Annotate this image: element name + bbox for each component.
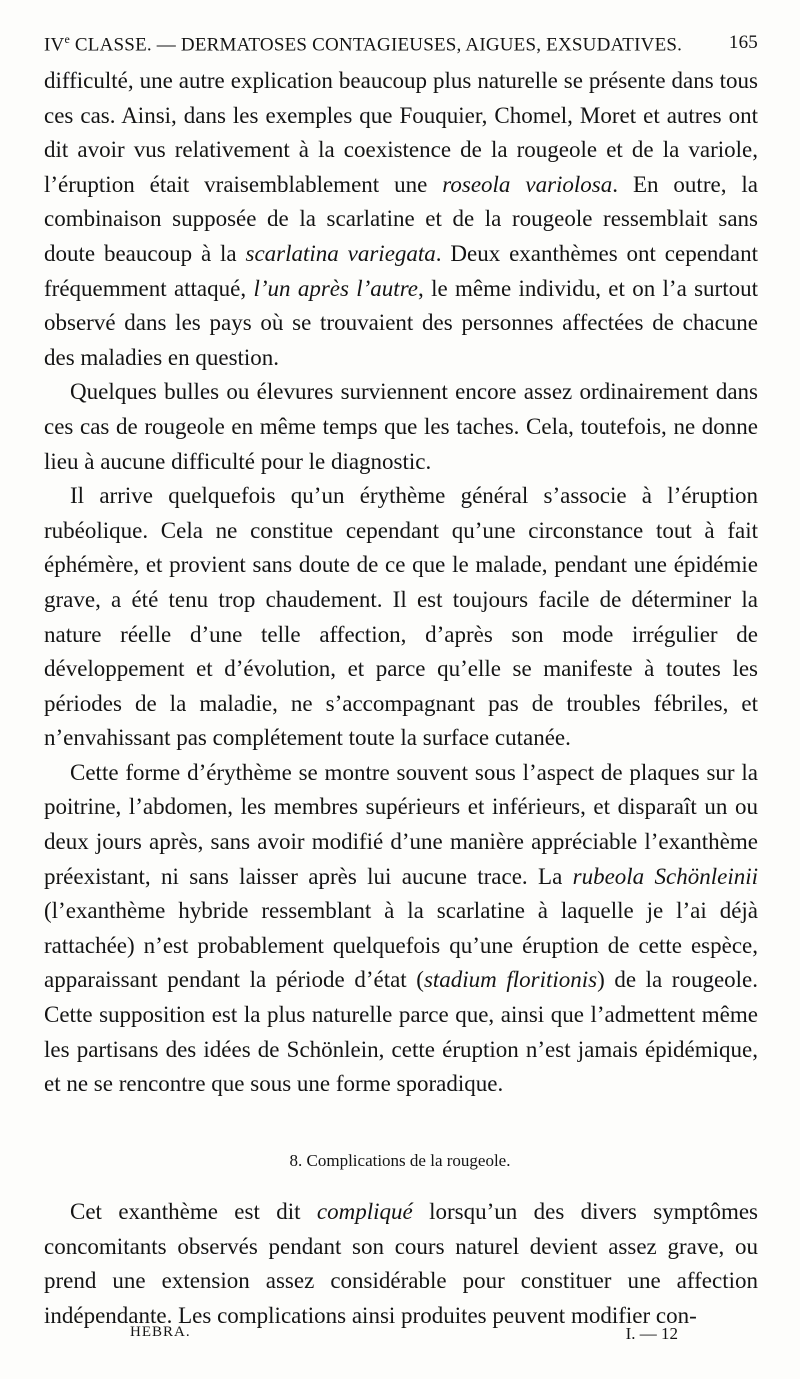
paragraph: Quelques bulles ou élevures surviennent encore assez ordinairement dans ces cas de rougeole en même temps que les taches. Cela, toutefois, ne donne lieu à aucune difficulté pour le diagnostic.	[44, 379, 758, 474]
running-title-prefix: IV	[44, 34, 65, 56]
section-heading: 8. Complications de la rougeole.	[289, 1151, 511, 1170]
body-text-after-heading	[44, 1195, 758, 1333]
signature-left: HEBRA.	[130, 1324, 191, 1340]
page-footer	[130, 1324, 678, 1344]
paragraph: difficulté, une autre explication beaucoup plus naturelle se présente dans tous ces cas. Ainsi, dans les exemples que Fouquier, Chomel, Moret et autres ont dit avoir vus relativement à la coexistence de la rougeole et de la variole, l’éruption était vraisemblablement une roseola variolosa. En outre, la combinaison supposée de la scarlatine et de la rougeole ressemblait sans doute beaucoup à la scarlatina variegata. Deux exanthèmes ont cependant fréquemment attaqué, l’un après l’autre, le même individu, et on l’a surtout observé dans les pays où se trouvaient des personnes affectées de chacune des maladies en question.	[44, 68, 759, 370]
italic-phrase: scarlatina variegata	[245, 240, 436, 266]
italic-phrase: compliqué	[316, 1199, 413, 1224]
paragraph: Cette forme d’érythème se montre souvent sous l’aspect de plaques sur la poitrine, l’abdomen, les membres supérieurs et inférieurs, et disparaît un ou deux jours après, sans avoir modifié d’une manière appréciable l’exanthème préexistant, ni sans laisser après lui aucune trace. La rubeola Schönleinii (l’exanthème hybride ressemblant à la scarlatine à laquelle je l’ai déjà rattachée) n’est probablement quelquefois qu’une éruption de cette espèce, apparaissant pendant la période d’état (stadium floritionis) de la rougeole. Cette supposition est la plus naturelle parce que, ainsi que l’admettent même les partisans des idées de Schönlein, cette éruption n’est jamais épidémique, et ne se rencontre que sous une forme sporadique.	[44, 759, 758, 1097]
running-title	[44, 32, 682, 56]
running-title-rest: CLASSE. — DERMATOSES CONTAGIEUSES, AIGUES, EXSUDATIVES.	[69, 34, 683, 56]
page-number: 165	[728, 32, 758, 53]
italic-phrase: l’un après l’autre	[253, 275, 418, 301]
italic-phrase: roseola variolosa	[442, 171, 613, 197]
italic-phrase: rubeola Schönleinii	[572, 863, 758, 889]
running-head	[44, 32, 758, 56]
running-title-sup: e	[64, 32, 70, 46]
paragraph: Il arrive quelquefois qu’un érythème général s’associe à l’éruption rubéolique. Cela ne constitue cependant qu’une circonstance tout à fait éphémère, et provient sans doute de ce que le malade, pendant une épidémie grave, a été tenu trop chaudement. Il est toujours facile de déterminer la nature réelle d’une telle affection, d’après son mode irrégulier de développement et d’évolution, et parce qu’elle se manifeste à toutes les périodes de la maladie, ne s’accompagnant pas de troubles fébriles, et n’envahissant pas complétement toute la surface cutanée.	[44, 483, 758, 751]
italic-phrase: stadium floritionis	[423, 967, 598, 993]
signature-right: I. — 12	[625, 1324, 678, 1343]
body-text	[44, 64, 758, 1102]
paragraph: Cet exanthème est dit compliqué lorsqu’un des divers symptômes concomitants observés pendant son cours naturel devient assez grave, ou prend une extension assez considérable pour constituer une affection indépendante. Les complications ainsi produites peuvent modifier con-	[44, 1199, 759, 1328]
